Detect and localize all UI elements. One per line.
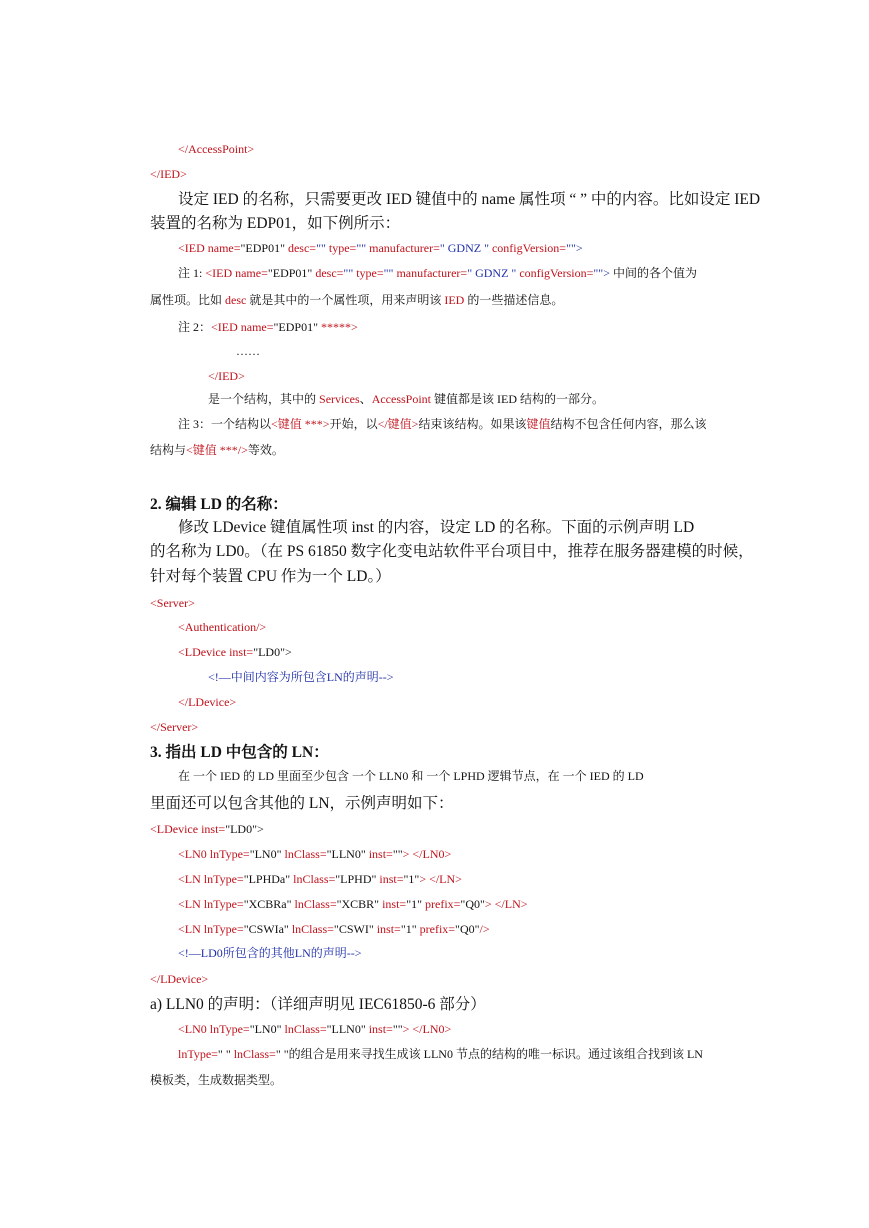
text-span: "CSWI" — [333, 922, 377, 936]
text-span: lnClass= — [291, 922, 334, 936]
text-span: 里面还可以包含其他的 LN，示例声明如下： — [150, 795, 454, 812]
text-span: ""> — [566, 241, 583, 255]
text-span: ""> — [593, 266, 610, 280]
text-span: 在 一个 IED 的 LD 里面至少包含 一个 LLN0 和 一个 LPHD 逻辑节点，在 一个 IED 的 LD — [178, 769, 644, 783]
text-span: "LLN0" — [326, 1022, 369, 1036]
text-span: 注 3：一个结构以 — [178, 417, 272, 431]
text-line — [208, 368, 245, 384]
text-span: inst= — [376, 922, 401, 936]
text-span: "XCBRa" — [243, 897, 295, 911]
text-span: a) LLN0 的声明：（详细声明见 IEC61850-6 部分） — [150, 996, 486, 1013]
text-span: " " — [217, 1047, 234, 1061]
text-span: type= — [328, 241, 357, 255]
text-span: "" — [343, 266, 357, 280]
text-span: lnClass= — [284, 1022, 327, 1036]
text-span: "1" — [406, 897, 425, 911]
text-line — [150, 494, 288, 516]
text-span: "EDP01" — [267, 266, 316, 280]
text-line — [150, 971, 208, 987]
text-line — [150, 793, 454, 815]
text-span: "CSWIa" — [243, 922, 292, 936]
text-span: "LPHD" — [335, 872, 380, 886]
text-span: > </LN0> — [402, 847, 452, 861]
text-span: 就是其中的一个属性项，用来声明该 — [249, 293, 445, 307]
text-line — [236, 343, 260, 359]
text-span: IED — [444, 293, 468, 307]
text-span: "" — [316, 241, 329, 255]
text-span: 注 1: — [178, 266, 206, 280]
text-span: </LDevice> — [150, 972, 209, 986]
text-span: > </LN> — [484, 897, 528, 911]
text-span: </IED> — [150, 167, 187, 181]
text-span: <LN lnType= — [178, 897, 244, 911]
text-span: Services — [319, 392, 360, 406]
text-span: <LN lnType= — [178, 872, 244, 886]
text-line — [150, 719, 198, 735]
text-line — [208, 669, 394, 685]
text-span: 注 2： — [178, 320, 212, 334]
text-span: 键值都是该 IED 结构的一部分。 — [434, 392, 605, 406]
text-line — [178, 1046, 703, 1062]
text-span: inst= — [368, 1022, 393, 1036]
text-span: configVersion= — [491, 241, 567, 255]
text-span: <键值 ***/> — [186, 443, 248, 457]
text-span: "" — [392, 847, 403, 861]
text-line — [178, 265, 697, 281]
text-span: > </LN> — [419, 872, 462, 886]
text-line — [178, 1021, 451, 1037]
text-line — [178, 896, 528, 912]
text-line — [178, 644, 292, 660]
text-span: "LPHDa" — [243, 872, 294, 886]
text-span: "XCBR" — [336, 897, 383, 911]
text-span: inst= — [382, 897, 407, 911]
text-span: configVersion= — [519, 266, 594, 280]
text-span: <Server> — [150, 596, 195, 610]
text-span: </AccessPoint> — [178, 142, 255, 156]
text-span: 的名称为 LD0。（在 PS 61850 数字化变电站软件平台项目中，推荐在服务器建模的时候， — [150, 543, 754, 560]
text-span: "" — [392, 1022, 403, 1036]
text-span: 键值 — [526, 417, 551, 431]
text-span: "EDP01" — [273, 320, 321, 334]
text-span: "EDP01" — [240, 241, 288, 255]
text-span: inst= — [368, 847, 393, 861]
text-span: type= — [356, 266, 384, 280]
text-span: "LD0"> — [253, 645, 292, 659]
text-span: <IED name= — [178, 241, 241, 255]
text-span: <LN lnType= — [178, 922, 244, 936]
text-span: "1" — [403, 872, 420, 886]
text-span: 是一个结构，其中的 — [208, 392, 320, 406]
text-line — [178, 240, 583, 256]
text-line — [178, 416, 707, 432]
text-span: lnClass= — [233, 1047, 276, 1061]
text-span: 开始，以 — [329, 417, 378, 431]
text-span: manufacturer= — [396, 266, 468, 280]
text-span: <LN0 lnType= — [178, 1022, 250, 1036]
text-line — [150, 442, 284, 458]
text-line — [150, 213, 400, 235]
text-span: 设定 IED 的名称，只需要更改 IED 键值中的 name 属性项 “ ” 中的内容。比如设定 IED — [178, 191, 761, 208]
text-span: <Authentication/> — [178, 620, 267, 634]
text-line — [150, 541, 754, 563]
text-span: </IED> — [208, 369, 245, 383]
text-line — [178, 846, 451, 862]
text-line — [150, 292, 563, 308]
text-span: desc= — [287, 241, 317, 255]
text-span: lnClass= — [294, 897, 337, 911]
text-line — [178, 517, 694, 539]
text-span: *****> — [321, 320, 358, 334]
text-span: manufacturer= — [369, 241, 440, 255]
text-span: </键值> — [377, 417, 419, 431]
text-span: <!—LD0所包含的其他LN的声明--> — [178, 946, 362, 960]
text-span: " "的组合是用来寻找生成该 LLN0 节点的结构的唯一标识。通过该组合找到该 LN — [275, 1047, 703, 1061]
text-span: </Server> — [150, 720, 199, 734]
text-span: 修改 LDevice 键值属性项 inst 的内容，设定 LD 的名称。下面的示例声明 LD — [178, 519, 695, 536]
text-span: 属性项。比如 — [150, 293, 226, 307]
text-span: > </LN0> — [402, 1022, 452, 1036]
text-span: 2. 编辑 LD 的名称： — [150, 496, 288, 513]
text-span: prefix= — [425, 897, 461, 911]
text-span: lnClass= — [284, 847, 327, 861]
text-line — [178, 694, 236, 710]
text-span: 结束该结构。如果该 — [418, 417, 527, 431]
text-span: 针对每个装置 CPU 作为一个 LD。） — [150, 568, 391, 585]
text-span: …… — [236, 344, 260, 358]
text-span: AccessPoint — [371, 392, 435, 406]
text-line — [150, 1072, 282, 1088]
text-span: lnClass= — [293, 872, 336, 886]
text-span: "LLN0" — [326, 847, 369, 861]
text-span: "LN0" — [249, 1022, 285, 1036]
text-span: <IED name= — [205, 266, 268, 280]
text-span: <键值 ***> — [271, 417, 330, 431]
text-span: "1" — [400, 922, 420, 936]
text-span: 结构不包含任何内容，那么该 — [550, 417, 707, 431]
text-span: prefix= — [419, 922, 456, 936]
text-span: 等效。 — [247, 443, 284, 457]
text-span: 中间的各个值为 — [609, 266, 697, 280]
text-span: "LN0" — [249, 847, 285, 861]
text-line — [150, 821, 264, 837]
text-line — [178, 141, 254, 157]
text-line — [150, 595, 195, 611]
text-span: "" — [356, 241, 370, 255]
text-span: <!—中间内容为所包含LN的声明--> — [208, 670, 394, 684]
text-span: </LDevice> — [178, 695, 237, 709]
text-line — [178, 768, 644, 784]
text-span: "" — [383, 266, 397, 280]
text-span: desc — [225, 293, 250, 307]
text-span: <LN0 lnType= — [178, 847, 250, 861]
text-line — [150, 566, 391, 588]
text-span: 、 — [359, 392, 372, 406]
text-span: <LDevice inst= — [150, 822, 226, 836]
text-span: 结构与 — [150, 443, 187, 457]
text-line — [178, 189, 760, 211]
text-span: 模板类，生成数据类型。 — [150, 1073, 283, 1087]
text-line — [150, 742, 329, 764]
text-line — [178, 945, 362, 961]
text-line — [150, 994, 486, 1016]
text-line — [178, 319, 358, 335]
text-line — [178, 921, 490, 937]
text-span: lnType= — [178, 1047, 218, 1061]
text-span: inst= — [379, 872, 404, 886]
text-line — [150, 166, 187, 182]
text-span: 的一些描述信息。 — [467, 293, 564, 307]
text-span: "Q0" — [460, 897, 485, 911]
text-span: " GDNZ " — [467, 266, 520, 280]
text-span: "LD0"> — [225, 822, 264, 836]
text-span: <LDevice inst= — [178, 645, 254, 659]
text-line — [178, 871, 462, 887]
text-span: 3. 指出 LD 中包含的 LN： — [150, 744, 329, 761]
text-line — [208, 391, 604, 407]
text-span: " GDNZ " — [439, 241, 492, 255]
text-span: desc= — [315, 266, 344, 280]
text-span: "Q0" — [455, 922, 480, 936]
text-span: <IED name= — [211, 320, 274, 334]
text-span: /> — [479, 922, 490, 936]
text-span: 装置的名称为 EDP01，如下例所示： — [150, 215, 401, 232]
text-line — [178, 619, 266, 635]
